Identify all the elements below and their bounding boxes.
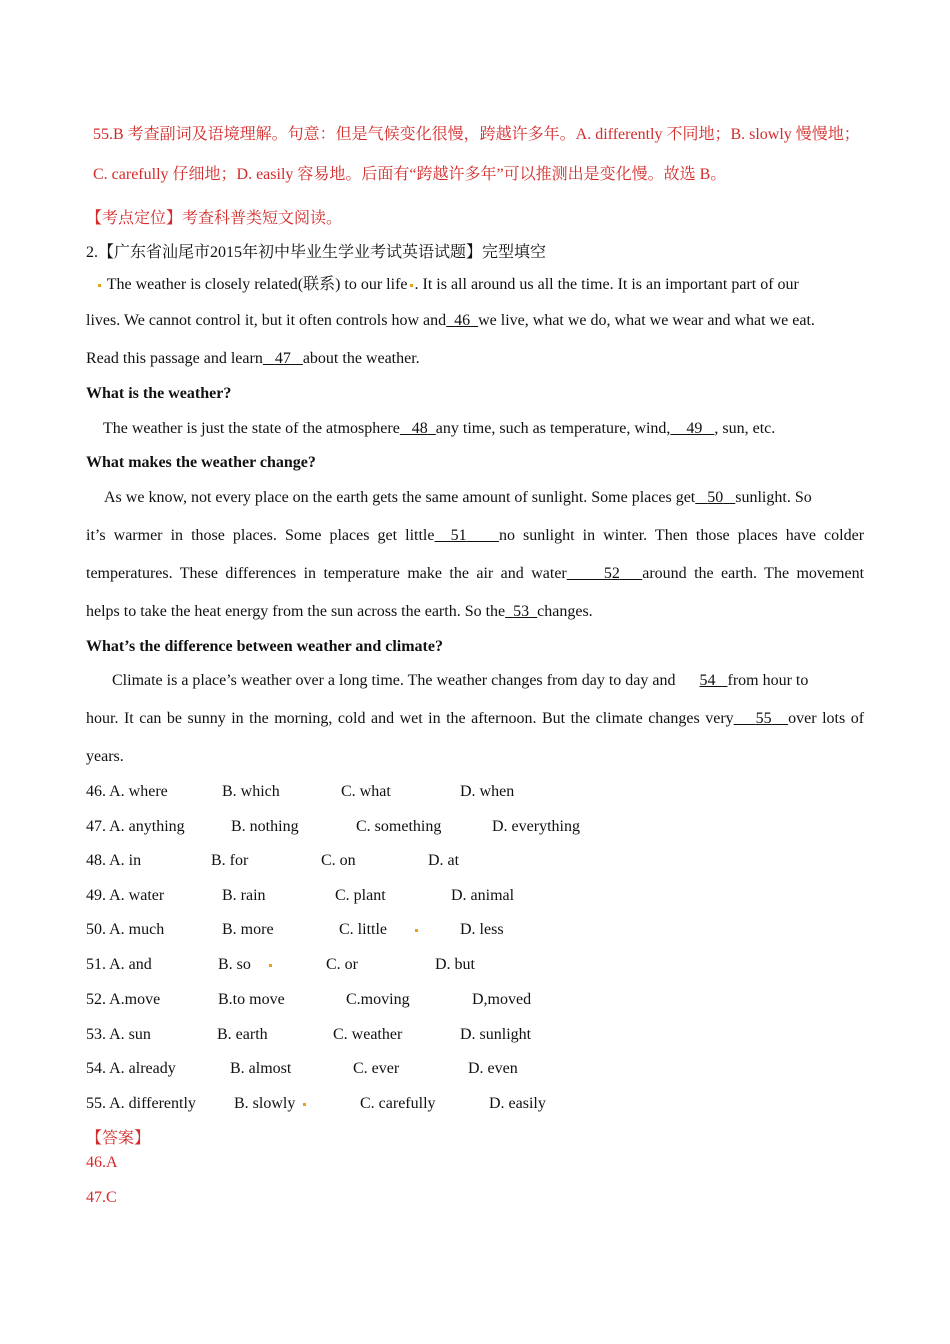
passage-text: . It is all around us all the time. It is an important part of our — [414, 276, 799, 293]
option-a: 54. A. already — [86, 1060, 176, 1077]
passage-text: helps to take the heat energy from the sun across the earth. So the — [86, 603, 506, 620]
blank-47: 47 — [274, 350, 291, 367]
blank-52: 52 — [603, 565, 620, 582]
passage-text: around the earth. The movement — [642, 565, 865, 582]
option-b: B. nothing — [231, 818, 299, 835]
option-d: D. even — [468, 1060, 518, 1077]
question-title: 2.【广东省汕尾市2015年初中毕业生学业考试英语试题】完型填空 — [86, 244, 547, 261]
heading-what-makes-change: What makes the weather change? — [86, 454, 316, 471]
option-a: 49. A. water — [86, 887, 165, 904]
passage-line — [86, 527, 864, 545]
option-d: D. animal — [451, 887, 515, 904]
passage-text: The weather is closely related(联系) to our life — [106, 276, 408, 293]
option-a: 48. A. in — [86, 852, 142, 869]
option-a: 50. A. much — [86, 921, 165, 938]
answer-item: 47.C — [86, 1189, 117, 1206]
option-a: 53. A. sun — [86, 1026, 151, 1043]
passage-text: , sun, etc. — [714, 420, 776, 437]
passage-text: over lots of — [788, 710, 865, 727]
passage-line — [104, 489, 812, 507]
passage-text: temperatures. These differences in temperature make the air and water — [86, 565, 567, 582]
heading-weather-vs-climate: What’s the difference between weather and climate? — [86, 638, 443, 655]
option-row — [86, 852, 786, 874]
option-row — [86, 783, 786, 805]
blank-54: 54 — [699, 672, 716, 689]
option-d: D. but — [435, 956, 475, 973]
passage-text: about the weather. — [302, 350, 420, 367]
option-row — [86, 818, 786, 840]
option-row — [86, 887, 786, 909]
passage-text: no sunlight in winter. Then those places have colder — [498, 527, 865, 544]
blank-51: 51 — [450, 527, 467, 544]
passage-text: sunlight. So — [735, 489, 812, 506]
option-c: C. carefully — [360, 1095, 436, 1112]
option-c: C. plant — [335, 887, 386, 904]
option-row — [86, 921, 786, 943]
passage-line — [86, 603, 593, 621]
option-row — [86, 1026, 786, 1048]
passage-line: years. — [86, 748, 124, 765]
blank-55: 55 — [755, 710, 772, 727]
orange-dot-mark — [269, 964, 272, 967]
passage-text: any time, such as temperature, wind, — [435, 420, 671, 437]
option-b: B. more — [222, 921, 274, 938]
orange-dot-mark — [410, 284, 413, 287]
blank-48: 48 — [411, 420, 428, 437]
option-c: C.moving — [346, 991, 410, 1008]
explanation-line-1: 55.B 考查副词及语境理解。句意：但是气候变化很慢，跨越许多年。A. differently 不同地；B. slowly 慢慢地； — [93, 126, 860, 143]
orange-dot-mark — [303, 1103, 306, 1106]
passage-text: it’s warmer in those places. Some places get little — [86, 527, 435, 544]
option-a: 55. A. differently — [86, 1095, 196, 1112]
passage-text: lives. We cannot control it, but it often controls how and — [86, 312, 447, 329]
passage-line — [86, 312, 815, 330]
passage-line — [96, 271, 799, 294]
answer-item: 46.A — [86, 1154, 118, 1171]
option-a: 47. A. anything — [86, 818, 185, 835]
orange-dot-mark — [415, 929, 418, 932]
option-b: B.to move — [218, 991, 285, 1008]
passage-line — [86, 710, 864, 728]
passage-text: Climate is a place’s weather over a long time. The weather changes from day to day and — [112, 672, 676, 689]
passage-line — [86, 350, 420, 368]
option-b: B. which — [222, 783, 280, 800]
passage-text: As we know, not every place on the earth gets the same amount of sunlight. Some places get — [104, 489, 696, 506]
passage-text: changes. — [537, 603, 593, 620]
option-b: B. so — [218, 956, 251, 973]
option-d: D. less — [460, 921, 504, 938]
passage-line — [112, 672, 808, 690]
orange-dot-mark — [98, 284, 101, 287]
option-row — [86, 1060, 786, 1082]
option-row — [86, 991, 786, 1013]
option-row — [86, 956, 786, 978]
kaodian-note: 【考点定位】考查科普类短文阅读。 — [86, 210, 343, 227]
option-a: 52. A.move — [86, 991, 161, 1008]
option-d: D. sunlight — [460, 1026, 532, 1043]
option-a: 51. A. and — [86, 956, 152, 973]
option-c: C. weather — [333, 1026, 403, 1043]
passage-text: we live, what we do, what we wear and what we eat. — [478, 312, 815, 329]
option-d: D. easily — [489, 1095, 546, 1112]
option-c: C. something — [356, 818, 442, 835]
option-b: B. earth — [217, 1026, 268, 1043]
blank-49: 49 — [686, 420, 703, 437]
option-b: B. slowly — [234, 1095, 296, 1112]
option-d: D. when — [460, 783, 515, 800]
blank-46: 46 — [454, 312, 471, 329]
option-d: D. at — [428, 852, 460, 869]
passage-line — [103, 420, 775, 438]
option-c: C. or — [326, 956, 358, 973]
option-c: C. little — [339, 921, 387, 938]
heading-what-is-weather: What is the weather? — [86, 385, 232, 402]
blank-50: 50 — [707, 489, 724, 506]
passage-text: from hour to — [727, 672, 809, 689]
passage-line — [86, 565, 864, 583]
option-b: B. almost — [230, 1060, 292, 1077]
option-row — [86, 1095, 786, 1117]
option-b: B. for — [211, 852, 249, 869]
passage-text: The weather is just the state of the atmosphere — [103, 420, 400, 437]
option-b: B. rain — [222, 887, 266, 904]
explanation-line-2: C. carefully 仔细地；D. easily 容易地。后面有“跨越许多年”可以推测出是变化慢。故选 B。 — [93, 166, 727, 183]
option-c: C. what — [341, 783, 391, 800]
blank-53: 53 — [513, 603, 530, 620]
option-c: C. ever — [353, 1060, 400, 1077]
answer-label: 【答案】 — [86, 1130, 151, 1147]
option-a: 46. A. where — [86, 783, 168, 800]
option-d: D. everything — [492, 818, 580, 835]
passage-text: Read this passage and learn — [86, 350, 263, 367]
passage-text: hour. It can be sunny in the morning, cold and wet in the afternoon. But the climate changes very — [86, 710, 734, 727]
option-d: D,moved — [472, 991, 532, 1008]
option-c: C. on — [321, 852, 356, 869]
